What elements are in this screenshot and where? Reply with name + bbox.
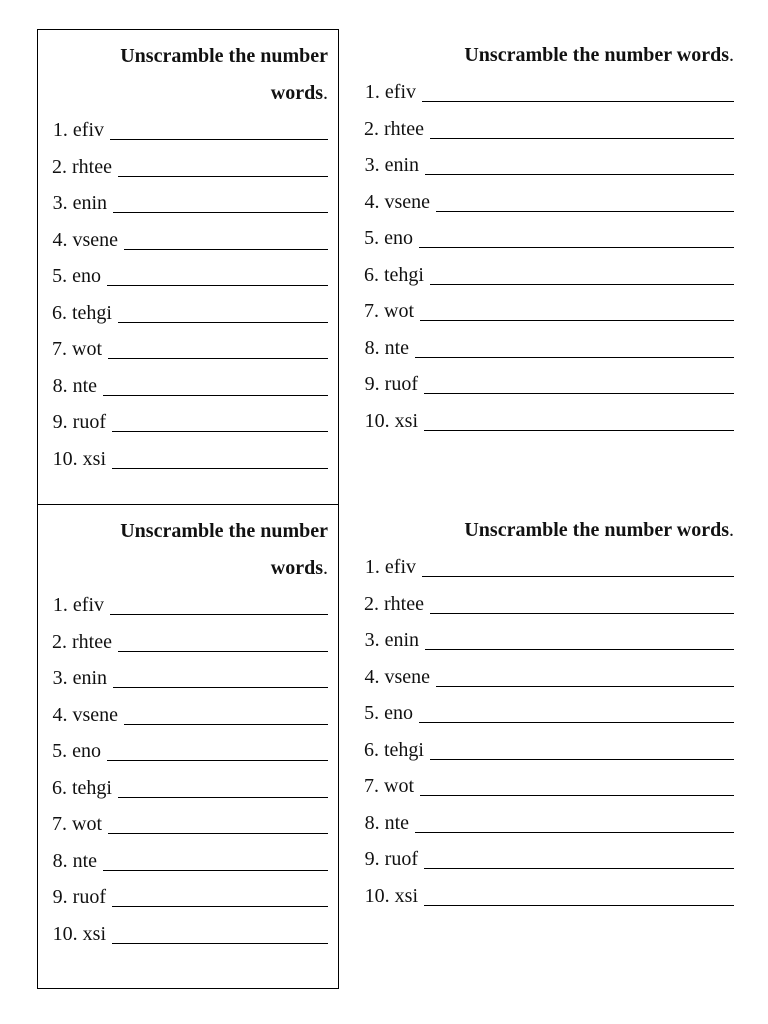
scrambled-word: 8. nte [364,811,409,834]
worksheet-title [50,38,328,75]
worksheet-item [362,622,734,659]
worksheet-panel-top-right [362,29,734,439]
worksheet-item [362,111,734,148]
worksheet-item [50,806,328,843]
worksheet-item [50,222,328,259]
title-period: . [323,557,328,579]
title-period: . [323,82,328,104]
worksheet-item [50,404,328,441]
worksheet-item [50,770,328,807]
worksheet-item [50,331,328,368]
worksheet-panel-bottom-right [362,504,734,914]
scrambled-word: 10. xsi [364,884,418,907]
item-list [50,112,328,477]
scrambled-word: 1. efiv [52,119,104,141]
title-text: Unscramble the number [120,520,328,542]
worksheet-item [50,149,328,186]
worksheet-item [50,295,328,332]
answer-blank-line[interactable] [113,192,328,213]
scrambled-word: 1. efiv [52,594,104,616]
scrambled-word: 2. rhtee [52,630,112,653]
scrambled-word: 1. efiv [364,81,416,103]
worksheet-item [362,878,734,915]
answer-blank-line[interactable] [107,265,328,286]
title-period: . [729,519,734,541]
answer-blank-line[interactable] [103,850,328,871]
worksheet-item [362,366,734,403]
answer-blank-line[interactable] [415,812,734,833]
scrambled-word: 5. eno [364,227,413,249]
worksheet-item [362,841,734,878]
scrambled-word: 10. xsi [364,409,418,432]
answer-blank-line[interactable] [112,886,328,907]
answer-blank-line[interactable] [113,667,328,688]
worksheet-item [362,257,734,294]
answer-blank-line[interactable] [436,191,734,212]
answer-blank-line[interactable] [112,923,328,944]
scrambled-word: 3. enin [364,629,419,651]
answer-blank-line[interactable] [419,702,734,723]
answer-blank-line[interactable] [118,156,328,177]
worksheet-item [362,293,734,330]
answer-blank-line[interactable] [110,119,328,140]
answer-blank-line[interactable] [118,302,328,323]
scrambled-word: 6. tehgi [364,738,424,761]
scrambled-word: 8. nte [364,336,409,359]
scrambled-word: 2. rhtee [364,592,424,615]
worksheet-item [362,220,734,257]
worksheet-item [50,185,328,222]
title-period: . [729,44,734,66]
scrambled-word: 7. wot [52,338,102,360]
worksheet-panel-top-left [37,29,339,505]
answer-blank-line[interactable] [108,338,328,359]
title-text: Unscramble the number words [464,44,729,66]
answer-blank-line[interactable] [436,666,734,687]
answer-blank-line[interactable] [112,411,328,432]
worksheet-item [50,916,328,953]
answer-blank-line[interactable] [430,739,734,760]
scrambled-word: 5. eno [52,265,101,287]
answer-blank-line[interactable] [110,594,328,615]
worksheet-item [362,805,734,842]
scrambled-word: 10. xsi [52,922,106,945]
answer-blank-line[interactable] [422,556,734,577]
worksheet-item [362,403,734,440]
scrambled-word: 9. ruof [52,886,106,908]
worksheet-item [50,660,328,697]
title-text-end: words [270,557,323,579]
item-list [362,549,734,914]
scrambled-word: 4. vsene [52,703,118,726]
worksheet-item [362,330,734,367]
answer-blank-line[interactable] [108,813,328,834]
scrambled-word: 8. nte [52,849,97,872]
title-text: Unscramble the number words [464,519,729,541]
answer-blank-line[interactable] [118,777,328,798]
worksheet-item [50,879,328,916]
worksheet-item [50,733,328,770]
answer-blank-line[interactable] [420,300,734,321]
answer-blank-line[interactable] [419,227,734,248]
scrambled-word: 3. enin [52,192,107,214]
answer-blank-line[interactable] [425,154,734,175]
worksheet-item [362,549,734,586]
scrambled-word: 3. enin [52,667,107,689]
scrambled-word: 8. nte [52,374,97,397]
worksheet-item [50,843,328,880]
worksheet-title [362,37,734,74]
worksheet-panel-bottom-left [37,504,339,989]
answer-blank-line[interactable] [424,885,734,906]
answer-blank-line[interactable] [430,264,734,285]
scrambled-word: 5. eno [364,702,413,724]
scrambled-word: 2. rhtee [364,117,424,140]
worksheet-title [362,512,734,549]
title-text: Unscramble the number [120,45,328,67]
scrambled-word: 1. efiv [364,556,416,578]
answer-blank-line[interactable] [107,740,328,761]
answer-blank-line[interactable] [430,118,734,139]
scrambled-word: 4. vsene [364,665,430,688]
worksheet-item [362,586,734,623]
scrambled-word: 4. vsene [364,190,430,213]
scrambled-word: 6. tehgi [52,301,112,324]
worksheet-item [362,768,734,805]
answer-blank-line[interactable] [424,373,734,394]
worksheet-title-continued [50,550,328,587]
scrambled-word: 9. ruof [364,373,418,395]
worksheet-item [50,587,328,624]
scrambled-word: 7. wot [364,300,414,322]
scrambled-word: 6. tehgi [364,263,424,286]
title-text-end: words [270,82,323,104]
worksheet-item [362,147,734,184]
worksheet-item [50,258,328,295]
answer-blank-line[interactable] [422,81,734,102]
answer-blank-line[interactable] [124,229,328,250]
worksheet-item [362,184,734,221]
answer-blank-line[interactable] [424,410,734,431]
scrambled-word: 2. rhtee [52,155,112,178]
answer-blank-line[interactable] [430,593,734,614]
answer-blank-line[interactable] [112,448,328,469]
worksheet-item [362,695,734,732]
scrambled-word: 7. wot [52,813,102,835]
answer-blank-line[interactable] [420,775,734,796]
answer-blank-line[interactable] [103,375,328,396]
worksheet-title [50,513,328,550]
worksheet-item [362,659,734,696]
scrambled-word: 9. ruof [364,848,418,870]
scrambled-word: 9. ruof [52,411,106,433]
worksheet-item [362,74,734,111]
worksheet-item [50,368,328,405]
worksheet-item [50,624,328,661]
scrambled-word: 5. eno [52,740,101,762]
scrambled-word: 3. enin [364,154,419,176]
scrambled-word: 4. vsene [52,228,118,251]
answer-blank-line[interactable] [425,629,734,650]
worksheet-item [50,112,328,149]
answer-blank-line[interactable] [424,848,734,869]
worksheet-item [362,732,734,769]
scrambled-word: 10. xsi [52,447,106,470]
worksheet-title-continued [50,75,328,112]
answer-blank-line[interactable] [118,631,328,652]
scrambled-word: 7. wot [364,775,414,797]
item-list [362,74,734,439]
answer-blank-line[interactable] [415,337,734,358]
worksheet-item [50,697,328,734]
worksheet-item [50,441,328,478]
scrambled-word: 6. tehgi [52,776,112,799]
answer-blank-line[interactable] [124,704,328,725]
item-list [50,587,328,952]
